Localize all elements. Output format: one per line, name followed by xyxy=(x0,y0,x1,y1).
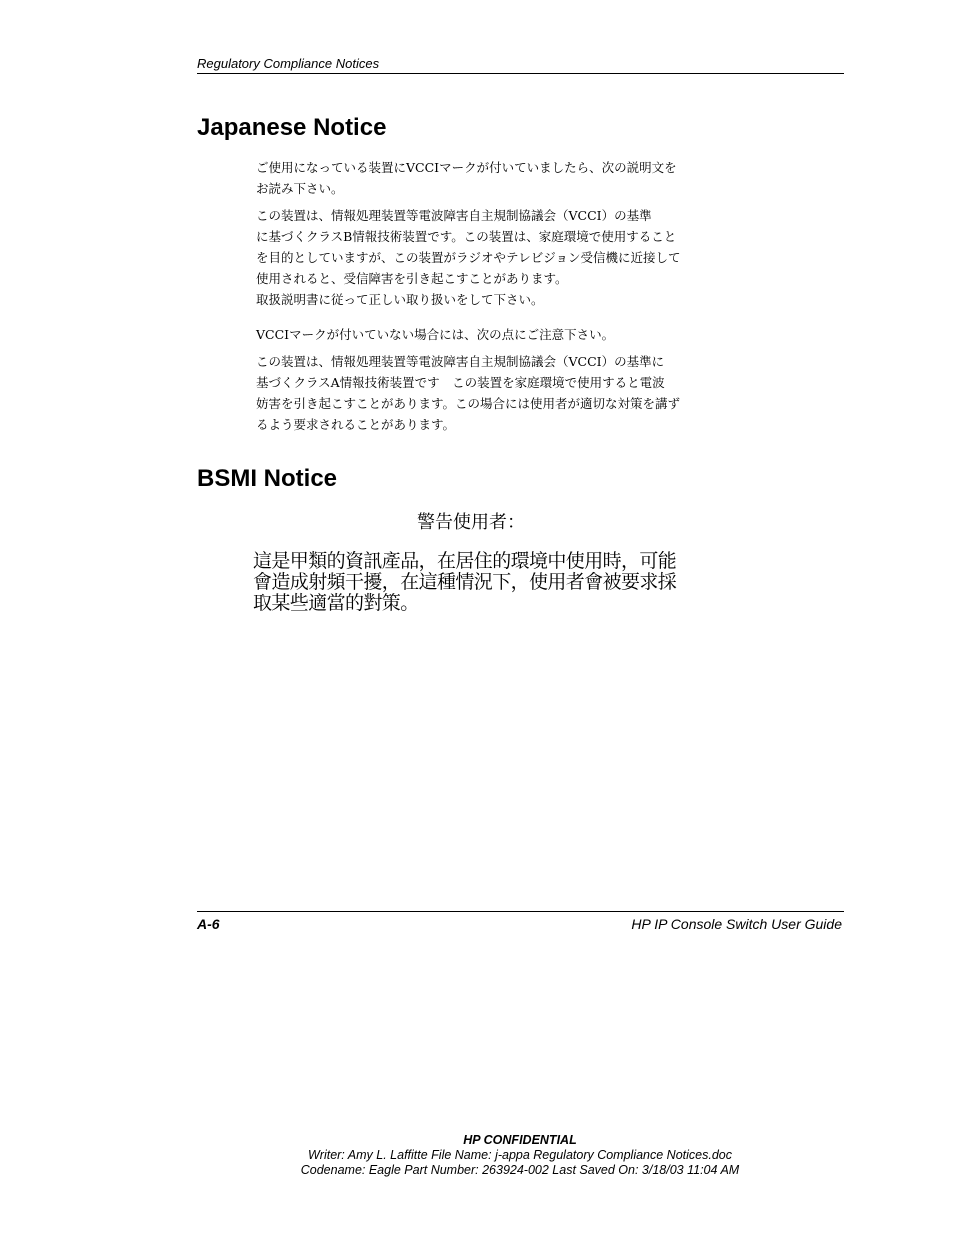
bsmi-line: 會造成射頻干擾，在這種情況下，使用者會被要求採 xyxy=(253,571,677,593)
japanese-line: ご使用になっている装置にVCCIマークが付いていましたら、次の説明文を xyxy=(256,160,677,175)
japanese-line: 取扱説明書に従って正しい取り扱いをして下さい。 xyxy=(256,292,544,307)
japanese-line: VCCIマークが付いていない場合には、次の点にご注意下さい。 xyxy=(256,327,615,342)
bsmi-line: 取某些適當的對策。 xyxy=(253,592,419,614)
japanese-line: るよう要求されることがあります。 xyxy=(256,417,456,432)
japanese-line: 使用されると、受信障害を引き起こすことがあります。 xyxy=(256,271,568,286)
japanese-line: 基づくクラスA情報技術装置です この装置を家庭環境で使用すると電波 xyxy=(256,375,665,390)
confidential-title: HP CONFIDENTIAL xyxy=(463,1133,577,1147)
bsmi-warning-body xyxy=(253,551,676,614)
japanese-line: 妨害を引き起こすことがあります。この場合には使用者が適切な対策を講ず xyxy=(256,396,681,411)
bsmi-line: 這是甲類的資訊產品，在居住的環境中使用時，可能 xyxy=(253,550,677,572)
japanese-line: この装置は、情報処理装置等電波障害自主規制協議会（VCCI）の基準 xyxy=(256,208,652,223)
footer-rule xyxy=(197,911,844,912)
confidential-writer-line: Writer: Amy L. Laffitte File Name: j-appa Regulatory Compliance Notices.doc xyxy=(307,1148,732,1162)
confidential-block xyxy=(200,1133,840,1178)
japanese-paragraph-3 xyxy=(256,324,736,345)
bsmi-warning-title: 警告使用者： xyxy=(417,512,525,533)
confidential-codename-line: Codename: Eagle Part Number: 263924-002 Last Saved On: 3/18/03 11:04 AM xyxy=(300,1163,740,1177)
japanese-paragraph-1 xyxy=(256,157,736,199)
japanese-paragraph-2 xyxy=(256,205,736,310)
japanese-paragraph-4 xyxy=(256,351,736,435)
page-number: A-6 xyxy=(197,916,220,932)
header-rule xyxy=(197,73,844,74)
japanese-line: を目的としていますが、この装置がラジオやテレビジョン受信機に近接して xyxy=(256,250,681,265)
guide-title: HP IP Console Switch User Guide xyxy=(631,916,842,932)
bsmi-notice-heading: BSMI Notice xyxy=(197,465,338,492)
japanese-line: に基づくクラスB情報技術装置です。この装置は、家庭環境で使用すること xyxy=(256,229,677,244)
japanese-notice-heading: Japanese Notice xyxy=(197,114,387,141)
running-header: Regulatory Compliance Notices xyxy=(197,56,380,71)
japanese-line: この装置は、情報処理装置等電波障害自主規制協議会（VCCI）の基準に xyxy=(256,354,665,369)
japanese-line: お読み下さい。 xyxy=(256,181,344,196)
